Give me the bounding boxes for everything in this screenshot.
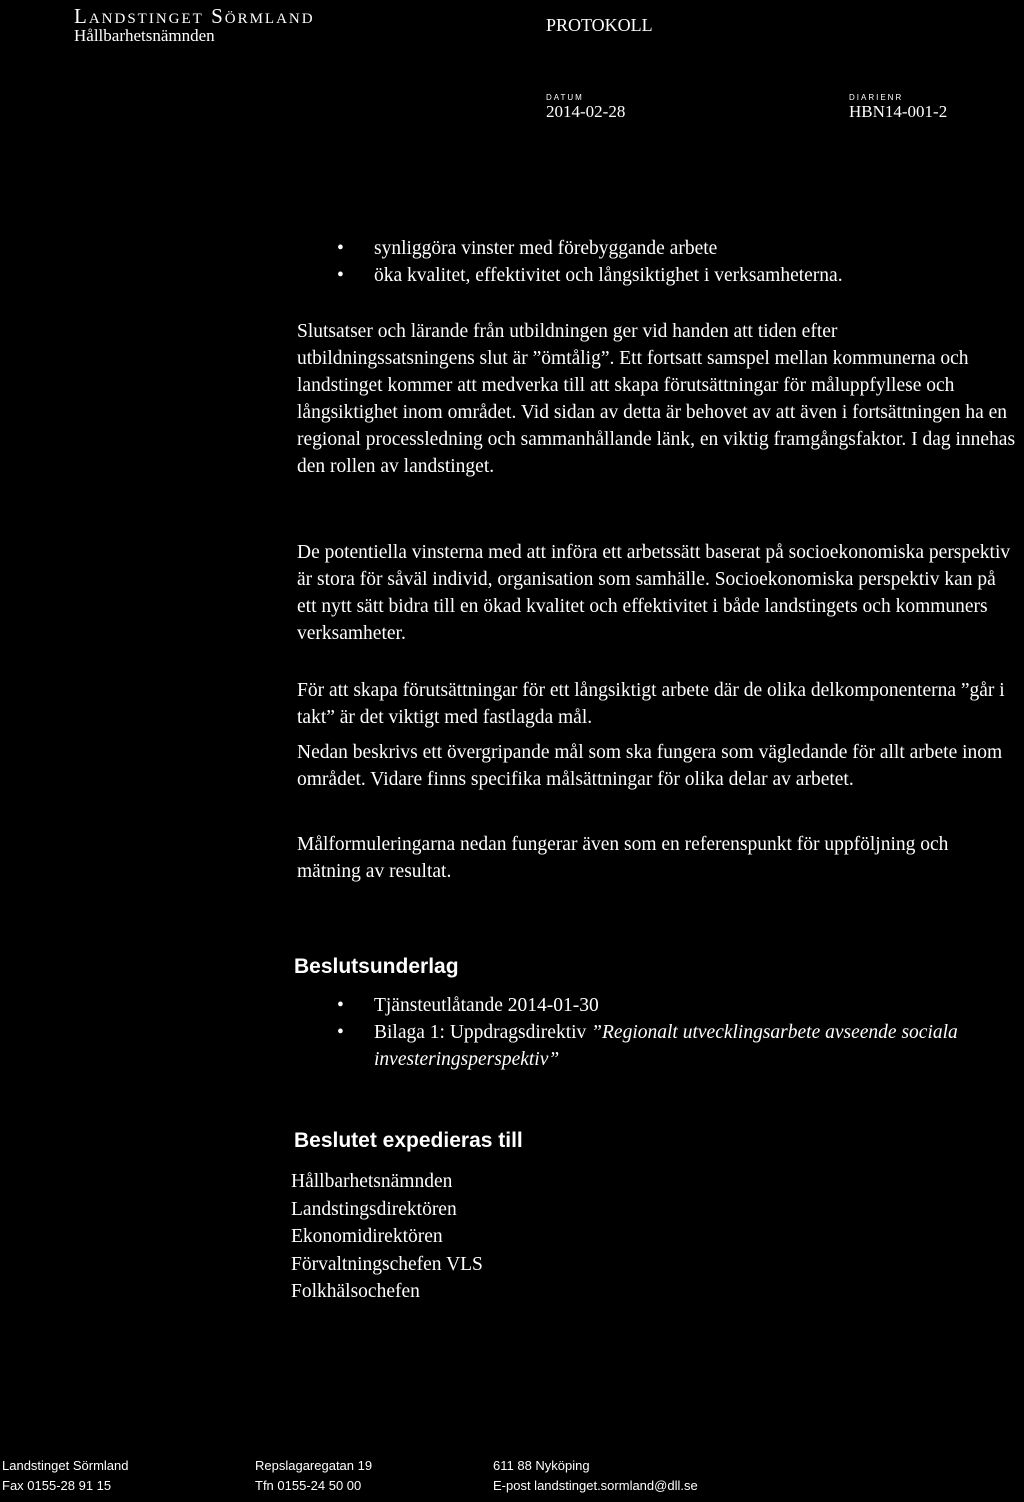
footer-street: Repslagaregatan 19 bbox=[255, 1458, 373, 1473]
attachment-title: ”Regionalt utvecklingsarbete avseende sociala investeringsperspektiv” bbox=[374, 1022, 958, 1070]
body-paragraph: För att skapa förutsättningar för ett långsiktigt arbete där de olika delkomponenterna ”går i takt” är det viktigt med fastlagda mål. bbox=[297, 680, 1005, 728]
list-item: • synliggöra vinster med förebyggande arbete bbox=[297, 235, 1017, 262]
footer-fax: Fax 0155-28 91 15 bbox=[2, 1478, 112, 1493]
date-label: DATUM bbox=[546, 93, 584, 102]
committee-name: Hållbarhetsnämnden bbox=[74, 26, 215, 45]
section-heading-beslutsunderlag: Beslutsunderlag bbox=[294, 955, 459, 978]
document-type: PROTOKOLL bbox=[546, 15, 653, 35]
list-item: Hållbarhetsnämnden bbox=[291, 1171, 453, 1192]
footer-address bbox=[255, 1456, 372, 1496]
list-item: Landstingsdirektören bbox=[291, 1198, 457, 1220]
body-paragraph: Målformuleringarna nedan fungerar även som en referenspunkt för uppföljning och mätning av resultat. bbox=[297, 834, 949, 882]
footer-organization bbox=[2, 1456, 128, 1496]
body-paragraph: Slutsatser och lärande från utbildningen ger vid handen att tiden efter utbildningssatsningens slut är ”ömtålig”. Ett fortsatt samspel mellan kommunerna och landstinget kommer att medverka till att skapa förutsättningar för måluppfyllese och långsiktighet inom området. Vid sidan av detta är behovet av att även i fortsättningen ha en regional processledning och sammanhållande länk, en viktig framgångsfaktor. I dag innehas den rollen av landstinget. bbox=[297, 321, 1016, 477]
diary-number-value: HBN14-001-2 bbox=[849, 102, 948, 121]
footer-phone: Tfn 0155-24 50 00 bbox=[255, 1478, 362, 1493]
footer-contact bbox=[493, 1456, 698, 1496]
organization-name: Landstinget Sörmland bbox=[74, 4, 315, 28]
list-item: • Tjänsteutlåtande 2014-01-30 bbox=[297, 992, 997, 1019]
list-item: • öka kvalitet, effektivitet och långsiktighet i verksamheterna. bbox=[297, 262, 1017, 289]
basis-bullet-list bbox=[297, 992, 997, 1073]
section-heading-expedieras: Beslutet expedieras till bbox=[294, 1129, 523, 1152]
body-paragraph: De potentiella vinsterna med att införa ett arbetssätt baserat på socioekonomiska perspektiv är stora för såväl individ, organisation som samhälle. Socioekonomiska perspektiv kan på ett nytt sätt bidra till en ökad kvalitet och effektivitet i både landstingets och kommuners verksamheter. bbox=[297, 542, 1011, 644]
list-item: Förvaltningschefen VLS bbox=[291, 1253, 483, 1275]
diary-number-label: DIARIENR bbox=[849, 93, 904, 102]
body-paragraph: Nedan beskrivs ett övergripande mål som ska fungera som vägledande för allt arbete inom området. Vidare finns specifika målsättningar för olika delar av arbetet. bbox=[297, 742, 1003, 790]
footer-org: Landstinget Sörmland bbox=[2, 1458, 129, 1473]
footer-postal: 611 88 Nyköping bbox=[493, 1458, 590, 1473]
date-value: 2014-02-28 bbox=[546, 102, 626, 121]
list-item: Ekonomidirektören bbox=[291, 1226, 443, 1247]
footer-email: E-post landstinget.sormland@dll.se bbox=[493, 1478, 698, 1493]
list-item: Folkhälsochefen bbox=[291, 1281, 420, 1302]
list-item: • Bilaga 1: Uppdragsdirektiv ”Regionalt utvecklingsarbete avseende sociala investeringsperspektiv” bbox=[297, 1019, 997, 1073]
goal-bullet-list bbox=[297, 235, 1017, 289]
recipient-list bbox=[291, 1168, 483, 1306]
